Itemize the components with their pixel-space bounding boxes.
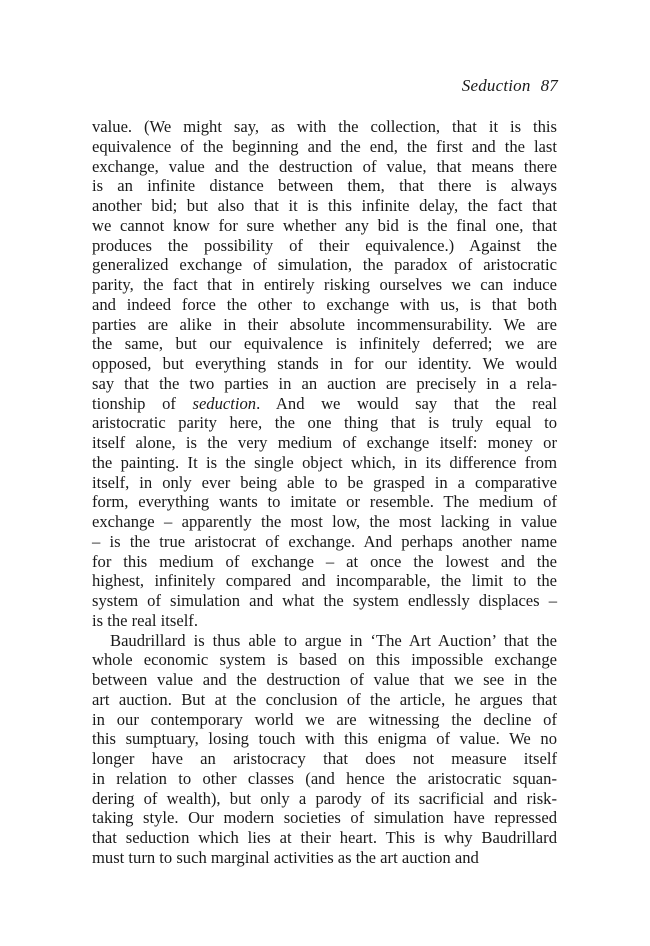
text-line: this sumptuary, losing touch with this enigma of value. We no [92, 729, 557, 749]
text-line: form, everything wants to imitate or resemble. The medium of [92, 492, 557, 512]
text-line: equivalence of the beginning and the end, the first and the last [92, 136, 557, 156]
text-line: itself, in only ever being able to be grasped in a comparative [92, 472, 557, 492]
text-line: the same, but our equivalence is infinitely deferred; we are [92, 334, 557, 354]
text-line: parity, the fact that in entirely risking ourselves we can induce [92, 275, 557, 294]
text-line: we cannot know for sure whether any bid is the final one, that [92, 215, 557, 235]
text-line: generalized exchange of simulation, the paradox of aristocratic [92, 255, 557, 275]
text-line: art auction. But at the conclusion of the article, he argues that [92, 689, 557, 709]
text-line: system of simulation and what the system endlessly displaces – [92, 591, 557, 610]
text-line: that seduction which lies at their heart. This is why Baudrillard [92, 828, 557, 847]
running-head [462, 76, 558, 96]
text-line: is an infinite distance between them, that there is always [92, 176, 557, 196]
text-line: itself alone, is the very medium of exchange itself: money or [92, 433, 557, 452]
text-line: taking style. Our modern societies of simulation have repressed [92, 808, 557, 828]
text-line: Baudrillard is thus able to argue in ‘The Art Auction’ that the [110, 630, 557, 650]
body-text [92, 117, 557, 868]
text-line: and indeed force the other to exchange with us, is that both [92, 294, 557, 314]
text-line: in relation to other classes (and hence the aristocratic squan- [92, 768, 557, 788]
text-line: dering of wealth), but only a parody of its sacrificial and risk- [92, 788, 557, 808]
text-line: value. (We might say, as with the collection, that it is this [92, 117, 557, 136]
text-line: aristocratic parity here, the one thing that is truly equal to [92, 413, 557, 433]
page-number: 87 [540, 76, 558, 95]
text-line: between value and the destruction of value that we see in the [92, 670, 557, 689]
text-line: exchange – apparently the most low, the most lacking in value [92, 512, 557, 531]
text-line: highest, infinitely compared and incomparable, the limit to the [92, 571, 557, 591]
text-line: opposed, but everything stands in for our identity. We would [92, 354, 557, 373]
text-line: tionship of seduction. And we would say that the real [92, 393, 557, 413]
text-line: another bid; but also that it is this infinite delay, the fact that [92, 196, 557, 215]
text-line: whole economic system is based on this impossible exchange [92, 650, 557, 670]
emphasis: seduction [192, 393, 257, 413]
text-line: must turn to such marginal activities as the art auction and [92, 847, 479, 867]
text-line: for this medium of exchange – at once the lowest and the [92, 551, 557, 571]
text-line: produces the possibility of their equivalence.) Against the [92, 235, 557, 255]
text-line: say that the two parties in an auction are precisely in a rela- [92, 373, 557, 393]
text-line: exchange, value and the destruction of value, that means there [92, 156, 557, 176]
text-line: is the real itself. [92, 610, 198, 630]
text-line: – is the true aristocrat of exchange. And perhaps another name [92, 531, 557, 551]
text-line: the painting. It is the single object which, in its difference from [92, 452, 557, 472]
chapter-title: Seduction [461, 76, 531, 95]
text-line: in our contemporary world we are witnessing the decline of [92, 709, 557, 729]
text-line: parties are alike in their absolute incommensurability. We are [92, 314, 557, 334]
text-line: longer have an aristocracy that does not measure itself [92, 749, 557, 768]
